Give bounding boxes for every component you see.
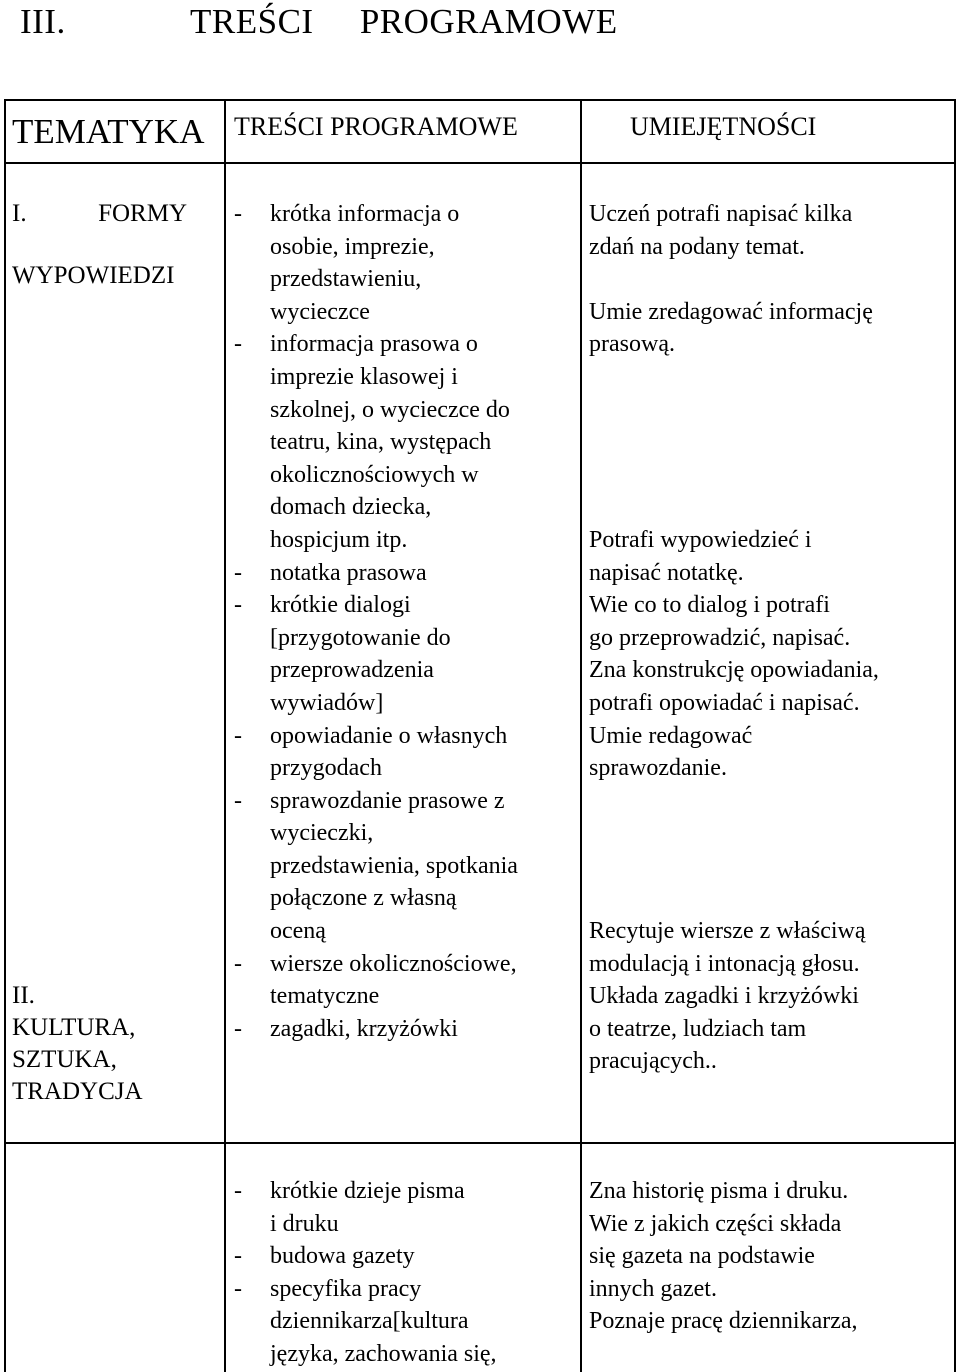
content-line: połączone z własną [270,885,457,912]
content-line: i druku [270,1210,339,1237]
skill-line: Umie zredagować informację [589,298,873,325]
content-line: dziennikarza[kultura [270,1308,469,1335]
skill-line: Recytuje wiersze z właściwą [589,918,866,945]
content-line: wycieczce [270,298,370,325]
skill-line: pracujących.. [589,1048,717,1075]
content-line: - informacja prasowa o [270,331,478,358]
content-item [232,589,577,719]
theme-forms [12,198,217,292]
theme-label: KULTURA, [12,1014,136,1041]
skill-line: Wie z jakich części składa [589,1210,842,1237]
content-line: przeprowadzenia [270,657,434,684]
content-line: - krótkie dialogi [270,592,411,619]
content-line: przedstawienia, spotkania [270,852,518,879]
content-line: oceną [270,918,326,945]
skill-line [589,426,951,459]
content-item [232,1240,577,1273]
content-item [232,720,577,785]
header-tresci: TREŚCI PROGRAMOWE [234,112,518,141]
content-line: [przygotowanie do [270,624,451,651]
skills-row2 [589,1175,951,1338]
skill-line [589,850,951,883]
skill-line [589,491,951,524]
content-line: teatru, kina, występach [270,429,492,456]
content-line: - budowa gazety [270,1243,415,1270]
skill-line [589,361,951,394]
content-line: przygodach [270,755,382,782]
content-item [232,785,577,948]
theme-number: II. [12,982,35,1009]
content-line: - krótka informacja o [270,201,460,227]
theme-label: FORMY [98,200,187,227]
header-umiejetnosci: UMIEJĘTNOŚCI [630,112,817,141]
content-line: - notatka prasowa [270,559,427,586]
content-item [232,557,577,590]
skill-line: potrafi opowiadać i napisać. [589,689,860,716]
content-line: - sprawozdanie prasowe z [270,787,505,814]
skill-line: Układa zagadki i krzyżówki [589,983,859,1010]
skill-line: o teatrze, ludziach tam [589,1015,807,1042]
skill-line [589,882,951,915]
content-line: - opowiadanie o własnych [270,722,508,749]
skill-line [589,785,951,818]
table-left-border [4,99,6,1372]
content-line: osobie, imprezie, [270,233,435,260]
header-row-border [4,162,956,164]
content-line: języka, zachowania się, [270,1340,497,1367]
contents-list-row1 [232,198,577,1045]
content-line: okolicznościowych w [270,461,479,488]
skill-line [589,459,951,492]
table-top-border [4,99,956,101]
skill-line: Poznaje pracę dziennikarza, [589,1308,858,1335]
skill-line: Uczeń potrafi napisać kilka [589,201,853,227]
theme-label-2: SZTUKA, [12,1046,117,1073]
row-divider [4,1142,956,1144]
skill-line: prasową. [589,331,675,358]
content-line: szkolnej, o wycieczce do [270,396,510,423]
content-item [232,1175,577,1240]
skill-line: innych gazet. [589,1275,717,1302]
content-line: wywiadów] [270,689,384,716]
content-line: tematyczne [270,983,380,1010]
skill-line: się gazeta na podstawie [589,1243,815,1270]
skill-line: zdań na podany temat. [589,233,805,260]
content-item [232,328,577,556]
skill-line: Zna konstrukcję opowiadania, [589,657,879,684]
skill-line: go przeprowadzić, napisać. [589,624,851,651]
content-line: przedstawieniu, [270,266,422,293]
content-item [232,198,577,328]
skill-line: sprawozdanie. [589,755,727,782]
content-line: hospicjum itp. [270,526,408,553]
skill-line [589,263,951,296]
skill-line [589,394,951,427]
contents-list-row2 [232,1175,577,1371]
table-right-border [954,99,956,1372]
skill-line: Potrafi wypowiedzieć i [589,526,812,553]
column-divider-1 [224,99,226,1372]
skill-line [589,817,951,850]
content-line: - wiersze okolicznościowe, [270,950,517,977]
skill-line: Wie co to dialog i potrafi [589,592,830,619]
content-line: - zagadki, krzyżówki [270,1015,458,1042]
section-number: III. [20,2,66,41]
skill-line: modulacją i intonacją głosu. [589,950,860,977]
content-line: - krótkie dzieje pisma [270,1178,465,1204]
content-item [232,1273,577,1371]
theme-culture [12,980,217,1108]
content-line: - specyfika pracy [270,1275,422,1302]
theme-number: I. [12,200,27,227]
theme-label-3: TRADYCJA [12,1078,143,1105]
column-divider-2 [580,99,582,1372]
content-item [232,948,577,1013]
skill-line: Zna historię pisma i druku. [589,1178,849,1204]
content-line: domach dziecka, [270,494,432,521]
section-title: TREŚCI PROGRAMOWE [190,2,618,41]
content-line: imprezie klasowej i [270,363,458,390]
content-item [232,1013,577,1046]
content-line: wycieczki, [270,820,374,847]
skills-row1 [589,198,951,1078]
theme-label-2: WYPOWIEDZI [12,262,175,289]
header-tematyka: TEMATYKA [12,112,205,151]
skill-line: napisać notatkę. [589,559,744,586]
skill-line: Umie redagować [589,722,753,749]
